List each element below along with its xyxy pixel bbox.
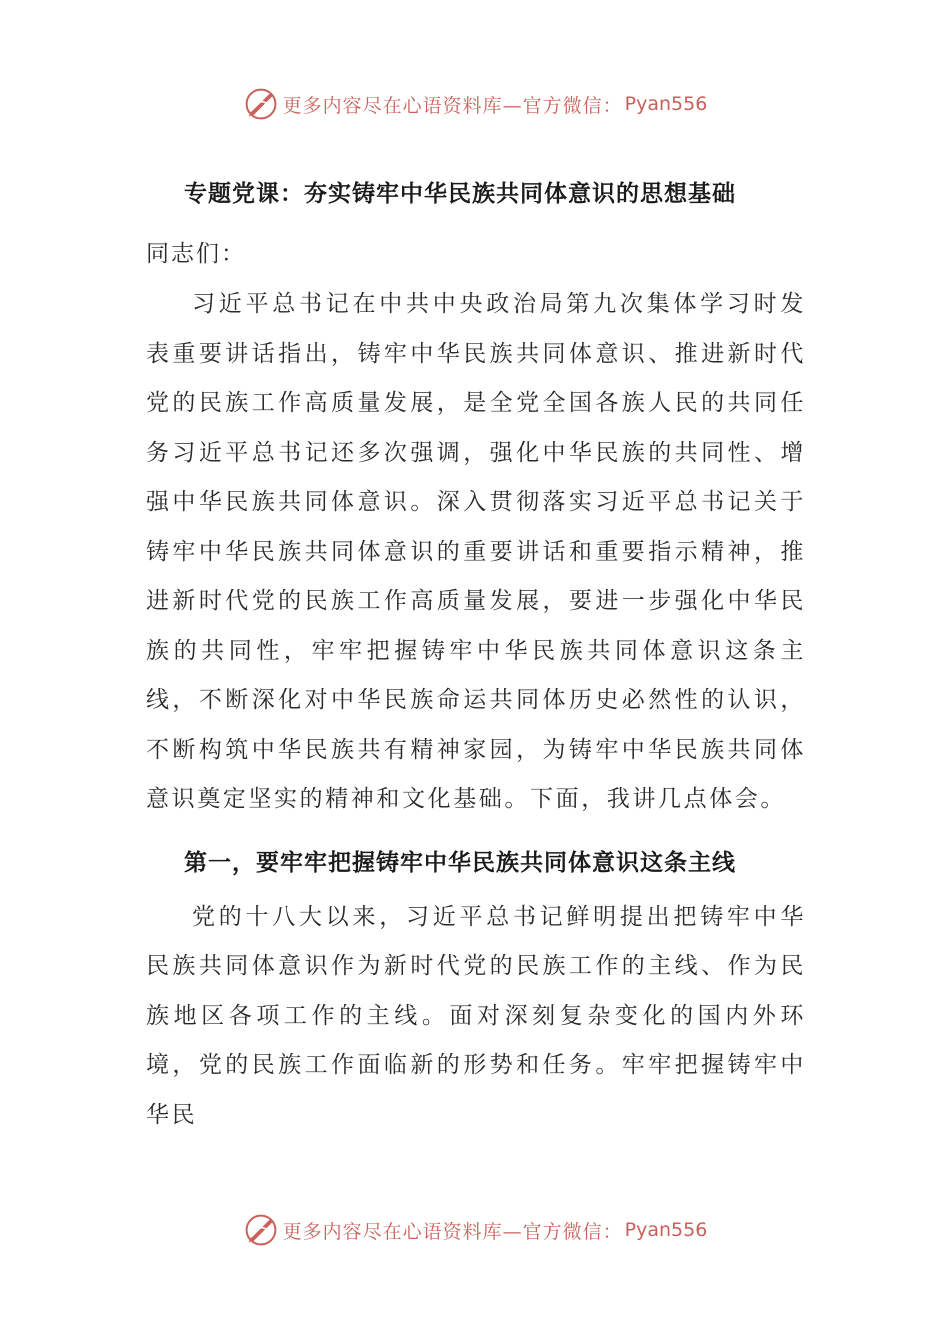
watermark-wechat-id: Pyan556 bbox=[624, 1219, 708, 1241]
pen-logo-icon bbox=[243, 1212, 279, 1248]
intro-paragraph: 习近平总书记在中共中央政治局第九次集体学习时发表重要讲话指出，铸牢中华民族共同体意识、推进新时代党的民族工作高质量发展，是全党全国各族人民的共同任务习近平总书记还多次强调，强化中华民族的共同性、增强中华民族共同体意识。深入贯彻落实习近平总书记关于铸牢中华民族共同体意识的重要讲话和重要指示精神，推进新时代党的民族工作高质量发展，要进一步强化中华民族的共同性，牢牢把握铸牢中华民族共同体意识这条主线，不断深化对中华民族命运共同体历史必然性的认识，不断构筑中华民族共有精神家园，为铸牢中华民族共同体意识奠定坚实的精神和文化基础。下面，我讲几点体会。 bbox=[146, 291, 806, 812]
document-body bbox=[146, 166, 806, 1150]
pen-logo-icon bbox=[243, 86, 279, 122]
section-heading: 第一，要牢牢把握铸牢中华民族共同体意识这条主线 bbox=[184, 848, 736, 876]
document-title: 专题党课：夯实铸牢中华民族共同体意识的思想基础 bbox=[184, 180, 736, 207]
header-watermark bbox=[0, 86, 950, 122]
salutation: 同志们： bbox=[146, 241, 246, 267]
watermark-text: 更多内容尽在心语资料库—官方微信： bbox=[282, 94, 623, 117]
footer-watermark bbox=[0, 1212, 950, 1248]
watermark-wechat-id: Pyan556 bbox=[624, 93, 708, 115]
watermark-text: 更多内容尽在心语资料库—官方微信： bbox=[282, 1220, 623, 1243]
section-paragraph: 党的十八大以来，习近平总书记鲜明提出把铸牢中华民族共同体意识作为新时代党的民族工作的主线、作为民族地区各项工作的主线。面对深刻复杂变化的国内外环境，党的民族工作面临新的形势和任务。牢牢把握铸牢中华民 bbox=[146, 903, 806, 1128]
